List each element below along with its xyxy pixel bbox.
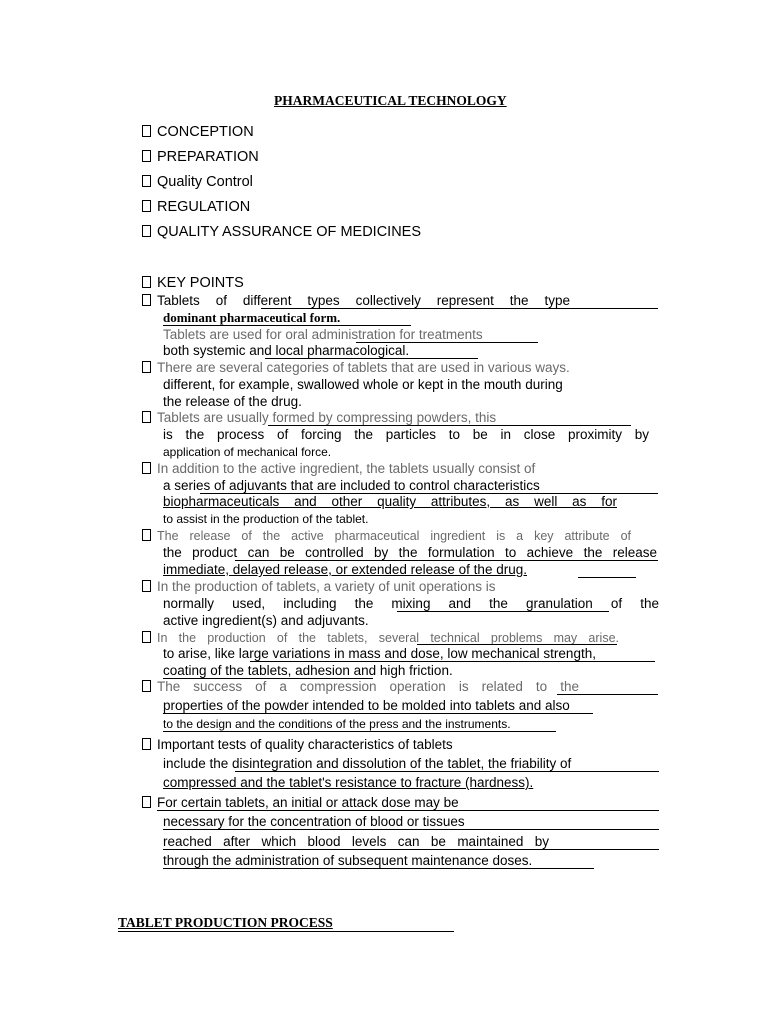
paragraph-line: biopharmaceuticals and other quality attributes, as well as for: [163, 494, 617, 509]
topic-item: PREPARATION: [142, 149, 259, 165]
paragraph-line: Tablets are usually formed by compressing powders, this: [142, 410, 496, 426]
underline-rule: [397, 611, 609, 612]
paragraph-line: a series of adjuvants that are included to control characteristics: [163, 478, 540, 493]
paragraph-line: the release of the drug.: [163, 394, 302, 409]
paragraph-line: compressed and the tablet's resistance to fracture (hardness).: [163, 775, 534, 790]
paragraph-line: In the production of tablets, a variety of unit operations is: [142, 579, 495, 595]
checkbox-glyph-icon: [142, 200, 151, 212]
paragraph-line: reached after which blood levels can be maintained by: [163, 834, 549, 849]
paragraph-line: There are several categories of tablets that are used in various ways.: [142, 360, 570, 376]
paragraph-line: properties of the powder intended to be molded into tablets and also: [163, 698, 570, 713]
paragraph-line: coating of the tablets, adhesion and high friction.: [163, 663, 453, 678]
paragraph-line: normally used, including the mixing and the granulation of the: [163, 596, 659, 611]
underline-rule: [163, 849, 659, 850]
underline-rule: [578, 577, 636, 578]
paragraph-line: active ingredient(s) and adjuvants.: [163, 613, 369, 628]
bullet-icon: [142, 796, 151, 808]
paragraph-line: application of mechanical force.: [163, 445, 332, 459]
checkbox-glyph-icon: [142, 150, 151, 162]
paragraph-line: For certain tablets, an initial or attack dose may be: [142, 795, 459, 811]
key-points-heading: KEY POINTS: [142, 275, 244, 291]
underline-rule: [157, 810, 659, 811]
underline-rule: [163, 713, 593, 714]
document-title: PHARMACEUTICAL TECHNOLOGY: [274, 93, 507, 108]
checkbox-glyph-icon: [142, 125, 151, 137]
paragraph-line: immediate, delayed release, or extended release of the drug.: [163, 562, 527, 577]
paragraph-line: In the production of the tablets, several technical problems may arise.: [142, 630, 619, 646]
bullet-icon: [142, 411, 151, 423]
topic-item: QUALITY ASSURANCE OF MEDICINES: [142, 224, 421, 240]
paragraph-line: is the process of forcing the particles to be in close proximity by: [163, 427, 649, 442]
topic-item: Quality Control: [142, 174, 253, 190]
bullet-icon: [142, 680, 151, 692]
paragraph-line: The success of a compression operation is related to the: [142, 679, 579, 695]
underline-rule: [261, 308, 658, 309]
underline-rule: [268, 425, 631, 426]
paragraph-line: to arise, like large variations in mass and dose, low mechanical strength,: [163, 646, 596, 661]
underline-rule: [163, 325, 411, 326]
checkbox-glyph-icon: [142, 276, 151, 288]
underline-rule: [163, 731, 556, 732]
topic-item: REGULATION: [142, 199, 250, 215]
paragraph-line: to the design and the conditions of the press and the instruments.: [163, 717, 511, 731]
topic-item: CONCEPTION: [142, 124, 254, 140]
paragraph-line: Important tests of quality characteristics of tablets: [142, 737, 453, 753]
bullet-icon: [142, 580, 151, 592]
underline-rule: [265, 358, 478, 359]
paragraph-line: The release of the active pharmaceutical ingredient is a key attribute of: [142, 528, 631, 544]
paragraph-line: different, for example, swallowed whole or kept in the mouth during: [163, 377, 563, 392]
paragraph-line: Tablets are used for oral administration for treatments: [163, 327, 483, 342]
section-heading: TABLET PRODUCTION PROCESS: [118, 915, 333, 930]
underline-rule: [235, 771, 659, 772]
checkbox-glyph-icon: [142, 225, 151, 237]
underline-rule: [163, 868, 594, 869]
paragraph-line: through the administration of subsequent maintenance doses.: [163, 853, 533, 868]
paragraph-line: include the disintegration and dissolution of the tablet, the friability of: [163, 756, 572, 771]
underline-rule: [250, 661, 655, 662]
bullet-icon: [142, 361, 151, 373]
underline-rule: [163, 829, 659, 830]
underline-rule: [118, 931, 454, 932]
bullet-icon: [142, 462, 151, 474]
bullet-icon: [142, 631, 151, 643]
underline-rule: [235, 560, 658, 561]
bullet-icon: [142, 529, 151, 541]
bullet-icon: [142, 738, 151, 750]
checkbox-glyph-icon: [142, 175, 151, 187]
paragraph-line: the product can be controlled by the formulation to achieve the release: [163, 545, 657, 560]
underline-rule: [417, 644, 617, 645]
underline-rule: [557, 694, 658, 695]
paragraph-line: to assist in the production of the tablet.: [163, 512, 369, 526]
paragraph-line: dominant pharmaceutical form.: [163, 310, 341, 325]
bullet-icon: [142, 294, 151, 306]
paragraph-line: Tablets of different types collectively represent the type: [142, 293, 570, 309]
paragraph-line: both systemic and local pharmacological.: [163, 343, 410, 358]
paragraph-line: necessary for the concentration of blood or tissues: [163, 814, 465, 829]
paragraph-line: In addition to the active ingredient, the tablets usually consist of: [142, 461, 535, 477]
